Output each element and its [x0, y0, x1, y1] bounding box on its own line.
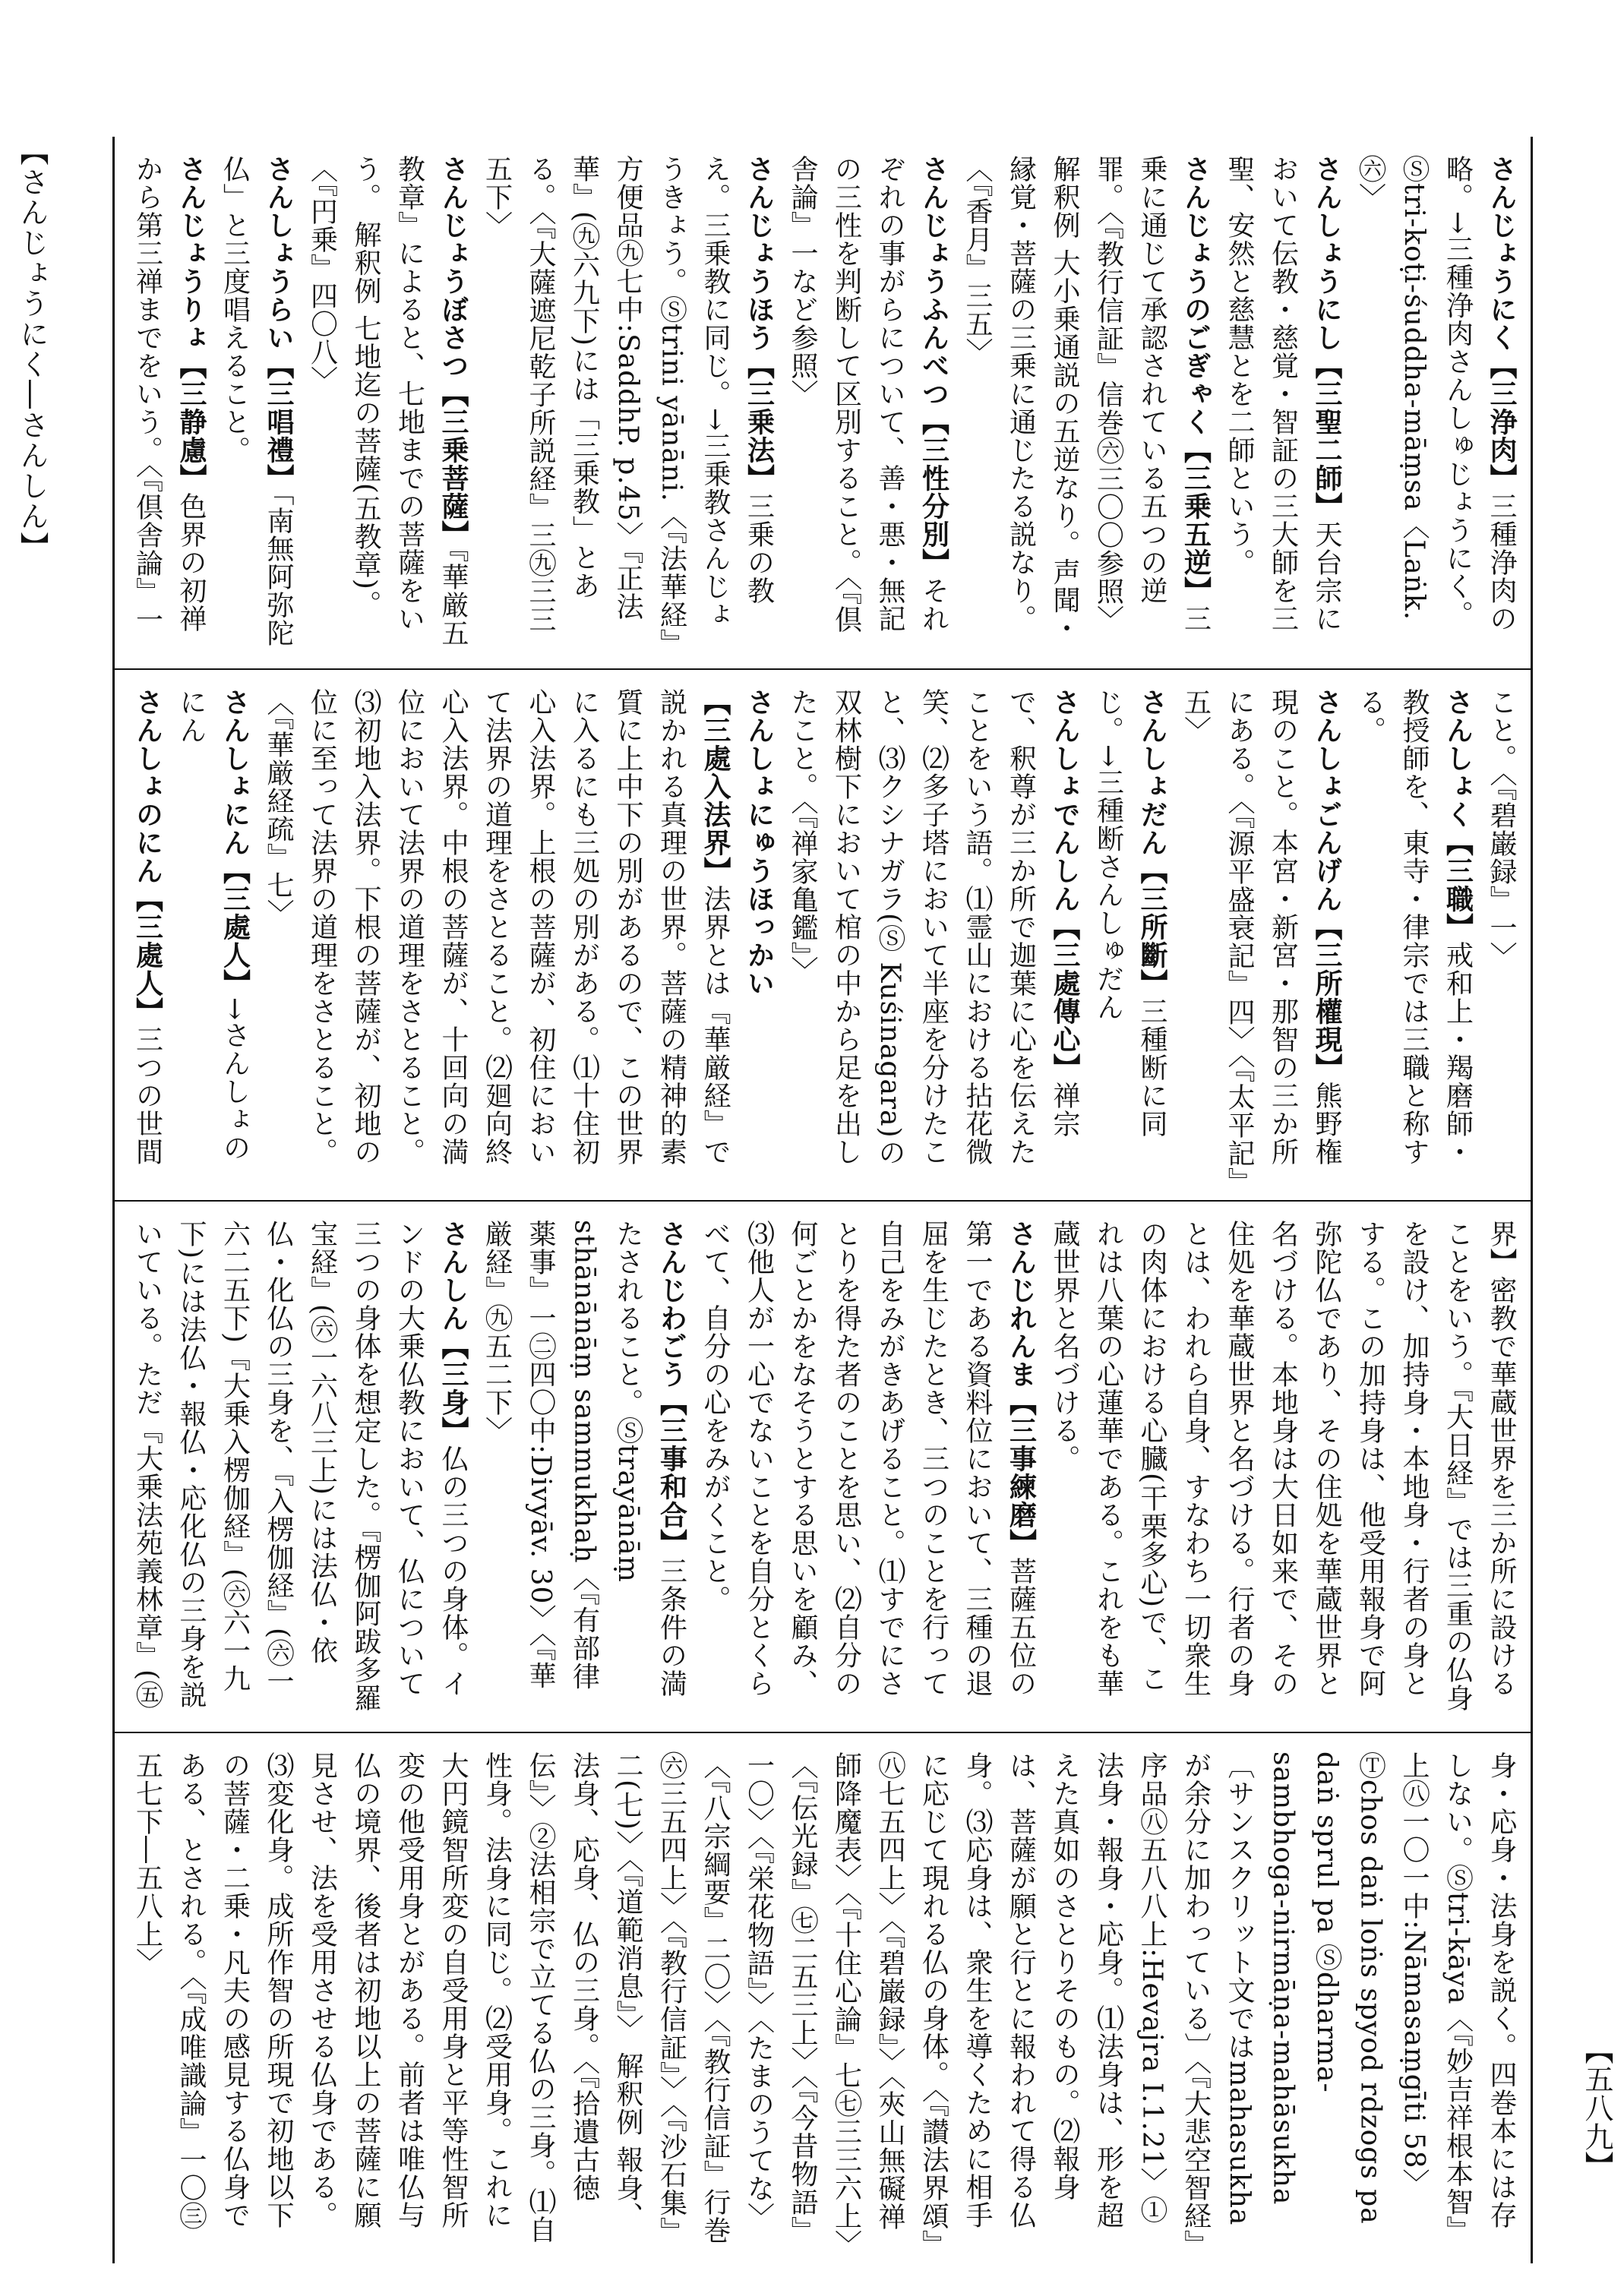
tier-4-text: [122, 1751, 1523, 2245]
entry-headword: さんじょうのごぎゃく: [1180, 155, 1212, 436]
dictionary-entry: [694, 1220, 1043, 1713]
entry-body: 三乗の教え。三乗教に同じ。→三乗教さんじょうきょう。Ⓢtrini yānāni.〈『法華経』方便品㊈七中:SaddhP. p.45〉『正法華』(㊈六九下)には「三乗教」とある。〈『大薩遮尼乾子所説経』三㊈三三五下〉: [481, 155, 775, 643]
entry-headword: さんしょにゅうほっかい: [743, 688, 775, 997]
dictionary-entry: [475, 155, 781, 650]
entry-kanji: 【三處人】: [219, 857, 251, 997]
entry-body: 天台宗において伝教・慈覚・智証の三大師を三聖、安然と慈慧とを二師という。: [1224, 155, 1342, 633]
tier-3-text: [122, 1220, 1523, 1713]
entry-body: 菩薩五位の第一である資料位において、三種の退屈を生じたとき、三つのことを行って自己をみがきあげること。⑴すでにさとりを得た者のことを思い、⑵自分の何ごとかをなそうとする思いを顧み、⑶他人が一心でないことを自分とくらべて、自分の心をみがくこと。: [700, 1220, 1037, 1698]
dictionary-entry: [781, 155, 956, 650]
entry-body: 三乗に通じて承認されている五つの逆罪。〈『教行信証』信巻㊅三〇〇参照〉 解釈例 大小乗通説の五逆なり。声聞・縁覚・菩薩の三乗に通じたる説なり。〈『香月』三五〉: [962, 155, 1212, 643]
entry-kanji: 【三乗菩薩】: [438, 380, 469, 548]
entry-kanji: 【三乗法】: [743, 352, 775, 492]
entry-body: 「南無阿弥陀仏」と三度唱えること。: [219, 155, 294, 647]
entry-kanji: 【三所權現】: [1311, 913, 1342, 1082]
dictionary-entry: [122, 688, 169, 1182]
entry-body: 仏の三つの身体。インドの大乗仏教において、仏について三つの身体を想定した。『楞伽阿跋多羅宝経』(㊅一六八三上)には法仏・依仏・化仏の三身を、『入楞伽経』(㊅一六二五下)『大乗入楞伽経』(㊅六一九下)には法仏・報仏・応化仏の三身を説いている。ただ『大乗法苑義林章』(㊄: [131, 1220, 469, 1712]
entry-body: 三種浄肉の略。→三種浄肉さんしゅじょうにく。Ⓢtri-koṭi-śuddha-māṃsa〈Laṅk.㊅〉: [1354, 155, 1517, 633]
tier-2-text: [122, 688, 1523, 1182]
dictionary-entry: [1049, 1220, 1517, 1712]
dictionary-entry: [1486, 688, 1517, 970]
entry-kanji: 【三事練磨】: [1005, 1388, 1037, 1557]
entry-body: こと。〈『碧巌録』一〉: [1486, 688, 1517, 970]
entry-headword: さんしょにん: [219, 688, 251, 857]
entry-body: 三つの世間: [131, 1025, 163, 1166]
running-head: 【さんじょうにく―さんしん】: [15, 137, 49, 562]
entry-body: →さんしょのにん: [175, 688, 251, 1162]
dictionary-entry: [122, 1220, 475, 1713]
entry-body: 三条件の満たされること。Ⓢtrayānāṃ sthānānāṃ sammukhaḥ〈『有部律薬事』一㊁四〇中:Divyāv. 30〉〈『華厳経』㊈五二下〉: [481, 1220, 687, 1698]
entry-headword: さんじょうふんべつ: [918, 155, 949, 408]
entry-headword: さんじれんま: [1005, 1220, 1037, 1388]
entry-headword: さんじわごう: [656, 1220, 687, 1388]
entry-kanji: 【三所斷】: [1136, 857, 1167, 997]
entry-headword: さんしょうにし: [1311, 155, 1342, 352]
dictionary-entry: [122, 155, 213, 650]
tier-1: [115, 137, 1531, 668]
entry-headword: さんしょうらい: [263, 155, 294, 352]
dictionary-entry: [1218, 155, 1349, 650]
dictionary-entry: [257, 688, 781, 1182]
entry-body: 『華厳五教章』によると、七地までの菩薩をいう。 解釈例 七地迄の菩薩(五教章)。〈『円乗』四〇八〉: [306, 155, 469, 647]
dictionary-entry: [213, 155, 300, 650]
entry-headword: さんじょうにく: [1486, 155, 1517, 352]
entry-headword: さんしょだん: [1136, 688, 1167, 857]
dictionary-entry: [781, 688, 1087, 1182]
entry-kanji: 【三身】: [438, 1332, 469, 1445]
entry-body: 戒和上・羯磨師・教授師を、東寺・律宗では三職と称する。: [1354, 688, 1474, 1166]
dictionary-entry: [475, 1220, 694, 1713]
dictionary-entry: [1355, 155, 1518, 633]
entry-headword: さんしょく: [1442, 688, 1474, 829]
entry-body: 界】密教で華蔵世界を三か所に設けることをいう。『大日経』では三重の仏身を設け、加持身・本地身・行者の身とする。この加持身は、他受用報身で阿弥陀仏であり、その住処を華蔵世界と名づける。本地身は大日如来で、その住処を華蔵世界と名づける。行者の身とは、われら自身、すなわち一切衆生の肉体における心臓(干栗多心)で、これは八葉の心蓮華である。これをも華蔵世界と名づける。: [1049, 1220, 1517, 1712]
entry-kanji: 【三浄肉】: [1486, 352, 1517, 492]
entry-kanji: 【三職】: [1442, 829, 1474, 941]
entry-headword: さんしょごんげん: [1311, 688, 1342, 913]
dictionary-entry: [1348, 688, 1480, 1182]
entry-headword: さんじょうりょ: [175, 155, 207, 352]
entry-kanji: 【三性分別】: [918, 408, 949, 576]
entry-headword: さんしょでんしん: [1049, 688, 1080, 913]
entry-body: 身・応身・法身を説く。四巻本には存しない。Ⓢtri-kāya〈『妙吉祥根本智』上㊇一〇一中:Nāmasaṃgīti 58〉Ⓣchos daṅ loṅs spyod rdzogs pa daṅ sprul pa Ⓢdharma-sambhoga-nirmāṇa-mahāsukha〔サンスクリット文ではmahasukhaが余分に加わっている〕〈『大悲空智経』序品㊇五八八上:Hevajra I.1.21〉①法身・報身・応身。⑴法身は、形を超えた真如のさとりそのもの。⑵報身は、菩薩が願と行とに報われて得る仏身。⑶応身は、衆生を導くために相手に応じて現れる仏の身体。〈『讃法界頌』㊇七五四上〉〈『碧巌録』〉〈夾山無礙禅師降魔表〉〈『十住心論』七㊆三三六上〉〈『伝光録』㊆二五三上〉〈『今昔物語』一〇〉〈『栄花物語』〉〈たまのうてな〉〈『八宗綱要』二〇〉〈『教行信証』行巻㊅三五四上〉〈『教行信証』〉〈『沙石集』二(七)〉〈『道範消息』〉 解釈例 報身、法身、応身、仏の三身。〈『拾遺古徳伝』〉②法相宗で立てる仏の三身。⑴自性身。法身に同じ。⑵受用身。これに大円鏡智所変の自受用身と平等性智所変の他受用身とがある。前者は唯仏与仏の境界、後者は初地以上の菩薩に願見させ、法を受用させる仏身である。⑶変化身。成所作智の所現で初地以下の菩薩・二乗・凡夫の感見する仏身である、とされる。〈『成唯識論』一〇㊂五七下―五八上〉: [131, 1751, 1517, 2245]
entry-kanji: 【三唱禮】: [263, 352, 294, 492]
entry-kanji: 【三處入法界】: [700, 688, 731, 885]
tier-3: [115, 1200, 1531, 1732]
text-frame: [112, 137, 1533, 2263]
entry-body: 禅宗で、釈尊が三か所で迦葉に心を伝えたことをいう語。⑴霊山における拈花微笑、⑵多子塔において半座を分けたこと、⑶クシナガラ(Ⓢ Kuśinagara)の双林樹下において棺の中から足を出したこと。〈『禅家亀鑑』〉: [787, 688, 1080, 1167]
entry-headword: さんしん: [438, 1220, 469, 1332]
entry-kanji: 【三乗五逆】: [1180, 436, 1212, 605]
entry-kanji: 【三静慮】: [175, 352, 207, 492]
entry-kanji: 【三事和合】: [656, 1388, 687, 1557]
dictionary-entry: [1086, 688, 1174, 1182]
dictionary-entry: [132, 1751, 1518, 2245]
tier-2: [115, 668, 1531, 1200]
entry-body: 法界とは『華厳経』で説かれる真理の世界。菩薩の精神的素質に上中下の別があるので、この世界に入るにも三処の別がある。⑴十住初心入法界。上根の菩薩が、初住において法界の道理をさとること。⑵廻向終心入法界。中根の菩薩が、十回向の満位において法界の道理をさとること。⑶初地入法界。下根の菩薩が、初地の位に至って法界の道理をさとること。〈『華厳経疏』七〉: [263, 688, 731, 1166]
entry-headword: さんしょのにん: [131, 688, 163, 885]
entry-kanji: 【三聖二師】: [1311, 352, 1342, 520]
entry-headword: さんじょうほう: [743, 155, 775, 352]
dictionary-entry: [300, 155, 475, 650]
entry-body: 三種断に同じ。→三種断さんしゅだん: [1092, 688, 1167, 1138]
entry-body: 色界の初禅から第三禅までをいう。〈『倶舎論』一: [131, 155, 207, 633]
dictionary-entry: [956, 155, 1218, 650]
dictionary-entry: [122, 1751, 125, 2245]
entry-body: それぞれの事がらについて、善・悪・無記の三性を判断して区別すること。〈『倶舎論』一など参照〉: [787, 155, 949, 633]
entry-headword: さんじょうぼさつ: [438, 155, 469, 380]
entry-kanji: 【三處傳心】: [1049, 913, 1080, 1082]
tier-4: [115, 1732, 1531, 2263]
entry-kanji: 【三處人】: [131, 885, 163, 1025]
entry-body: 熊野権現のこと。本宮・新宮・那智の三か所にある。〈『源平盛衰記』四〉〈『太平記』五〉: [1180, 688, 1342, 1182]
tier-1-text: [122, 155, 1523, 650]
page-number: 【五八九】: [1580, 2036, 1613, 2180]
dictionary-entry: [1174, 688, 1348, 1182]
dictionary-entry: [169, 688, 257, 1182]
